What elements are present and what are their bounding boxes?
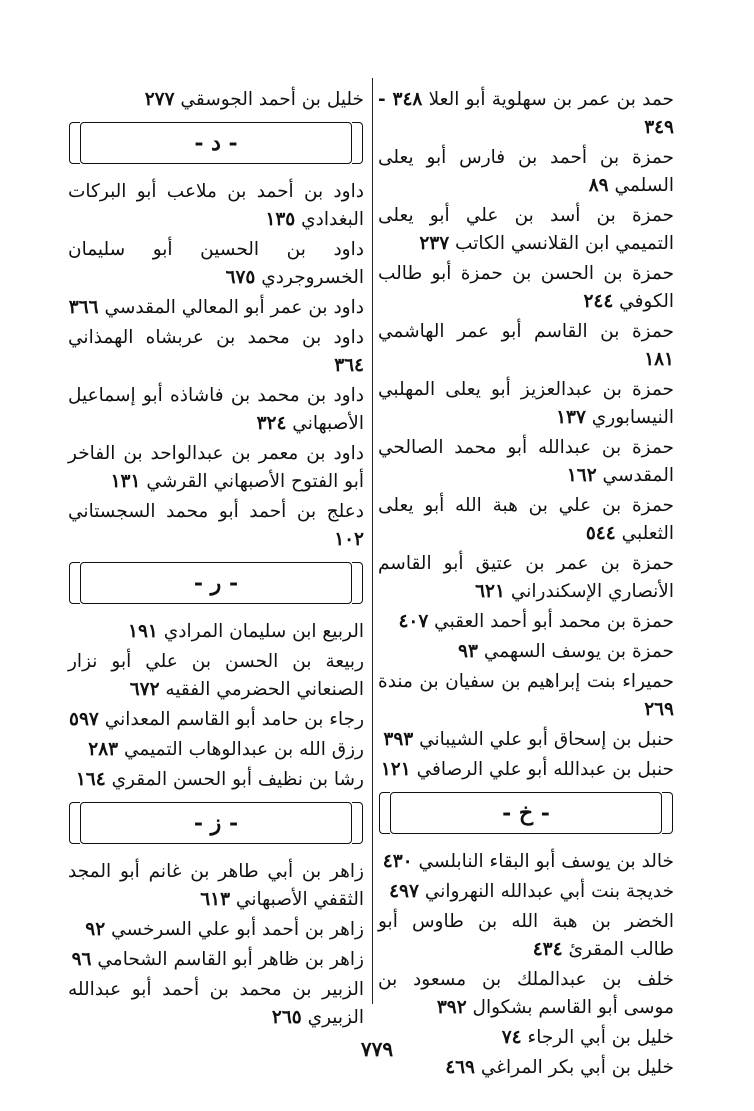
index-entry xyxy=(378,756,674,784)
entry-page-number: ٤٦٩ xyxy=(445,1057,475,1078)
entry-page-number: ٣٩٢ xyxy=(436,997,467,1018)
entry-name: داود بن عمر أبو المعالي المقدسي xyxy=(104,297,364,318)
entry-name: الخضر بن هبة الله بن طاوس أبو طالب المقرئ xyxy=(378,911,674,960)
entry-name: خديجة بنت أبي عبدالله النهرواني xyxy=(424,881,674,902)
entry-name: داود بن معمر بن عبدالواحد بن الفاخر أبو الفتوح الأصبهاني القرشي xyxy=(68,443,364,492)
entry-name: رجاء بن حامد أبو القاسم المعداني xyxy=(104,709,364,730)
entry-name: خالد بن يوسف أبو البقاء النابلسي xyxy=(418,851,674,872)
entry-page-number: ٢٨٣ xyxy=(88,739,119,760)
entry-page-number: ٢٦٩ xyxy=(644,699,674,720)
entry-page-number: ١٢١ xyxy=(380,759,411,780)
index-entry xyxy=(378,202,674,258)
entry-page-number: ٥٩٧ xyxy=(69,709,99,730)
index-entry xyxy=(68,294,364,322)
index-entry xyxy=(378,608,674,636)
entry-name: حمزة بن عمر بن عتيق أبو القاسم الأنصاري الإسكندراني xyxy=(378,553,674,602)
entry-page-number: ١٦٢ xyxy=(566,465,597,486)
entry-name: زاهر بن أبي طاهر بن غانم أبو المجد الثقفي الأصبهاني xyxy=(68,861,364,910)
entry-page-number: ٩٢ xyxy=(85,919,106,940)
entry-page-number: ٦٧٥ xyxy=(225,267,256,288)
entry-page-number: ٢٧٧ xyxy=(144,89,175,110)
entry-page-number: ٣٩٣ xyxy=(383,729,414,750)
entry-name: خليل بن أحمد الجوسقي xyxy=(180,89,364,110)
entry-page-number: ١٨١ xyxy=(644,349,674,370)
entry-name: داود بن الحسين أبو سليمان الخسروجردي xyxy=(68,239,364,288)
entry-name: خلف بن عبدالملك بن مسعود بن موسى أبو القاسم بشكوال xyxy=(378,969,674,1018)
entry-page-number: ١٣٧ xyxy=(556,407,586,428)
entry-name: حمزة بن علي بن هبة الله أبو يعلى الثعلبي xyxy=(378,495,674,544)
index-entry xyxy=(68,858,364,914)
index-entry xyxy=(68,976,364,1032)
entry-page-number: ٥٤٤ xyxy=(585,523,616,544)
index-entry xyxy=(378,376,674,432)
entry-page-number: ٦١٣ xyxy=(200,889,231,910)
entry-page-number: ٣٤٨ - ٣٤٩ xyxy=(378,89,674,138)
index-entry xyxy=(68,618,364,646)
entry-page-number: ٩٦ xyxy=(71,949,92,970)
entry-page-number: ٤٩٧ xyxy=(389,881,419,902)
index-entry xyxy=(378,318,674,374)
entry-page-number: ١٩١ xyxy=(128,621,158,642)
index-entry xyxy=(378,492,674,548)
entry-page-number: ١٣١ xyxy=(110,471,141,492)
index-entry xyxy=(378,144,674,200)
index-entry xyxy=(68,236,364,292)
entry-name: حمزة بن الحسن بن حمزة أبو طالب الكوفي xyxy=(378,263,674,312)
entry-name: ربيعة بن الحسن بن علي أبو نزار الصنعاني الحضرمي الفقيه xyxy=(68,651,364,700)
entry-page-number: ١٣٥ xyxy=(265,209,296,230)
entry-name: حمزة بن محمد أبو أحمد العقبي xyxy=(434,611,674,632)
entry-name: زاهر بن ظاهر أبو القاسم الشحامي xyxy=(97,949,364,970)
entry-page-number: ١٠٢ xyxy=(334,529,364,550)
index-entry xyxy=(68,706,364,734)
index-column-right xyxy=(378,86,674,1084)
letter-section-header: - خ - xyxy=(390,792,662,834)
entry-name: حنبل بن عبدالله أبو علي الرصافي xyxy=(416,759,674,780)
letter-section-header: - ر - xyxy=(80,562,352,604)
index-entry xyxy=(68,916,364,944)
entry-page-number: ٢٦٥ xyxy=(271,1007,302,1028)
entry-name: خليل بن أبي الرجاء xyxy=(527,1027,674,1048)
entry-page-number: ٤٣٤ xyxy=(532,939,563,960)
entry-page-number: ٣٦٦ xyxy=(68,297,99,318)
index-entry xyxy=(68,178,364,234)
entry-name: حنبل بن إسحاق أبو علي الشيباني xyxy=(419,729,674,750)
index-column-left xyxy=(68,86,364,1034)
index-entry xyxy=(68,946,364,974)
entry-page-number: ٣٢٤ xyxy=(256,413,287,434)
entry-name: زاهر بن أحمد أبو علي السرخسي xyxy=(111,919,364,940)
index-entry xyxy=(68,648,364,704)
entry-name: دعلج بن أحمد أبو محمد السجستاني xyxy=(68,501,364,522)
page-number: ٧٧٩ xyxy=(360,1037,394,1061)
index-entry xyxy=(68,736,364,764)
index-entry xyxy=(378,726,674,754)
entry-name: رشا بن نظيف أبو الحسن المقري xyxy=(111,769,364,790)
entry-name: الربيع ابن سليمان المرادي xyxy=(163,621,364,642)
entry-name: خليل بن أبي بكر المراغي xyxy=(480,1057,674,1078)
entry-page-number: ٢٤٤ xyxy=(583,291,614,312)
entry-name: حمزة بن أحمد بن فارس أبو يعلى السلمي xyxy=(378,147,674,196)
entry-name: حميراء بنت إبراهيم بن سفيان بن مندة xyxy=(378,671,674,692)
entry-name: داود بن أحمد بن ملاعب أبو البركات البغدادي xyxy=(68,181,364,230)
entry-page-number: ٣٦٤ xyxy=(334,355,364,376)
entry-name: حمزة بن عبدالله أبو محمد الصالحي المقدسي xyxy=(378,437,674,486)
entry-name: حمزة بن أسد بن علي أبو يعلى التميمي ابن القلانسي الكاتب xyxy=(378,205,674,254)
index-entry xyxy=(68,382,364,438)
index-entry xyxy=(68,766,364,794)
index-entry xyxy=(68,440,364,496)
index-entry xyxy=(378,878,674,906)
letter-section-header: - د - xyxy=(80,122,352,164)
index-entry xyxy=(68,86,364,114)
entry-name: حمزة بن عبدالعزيز أبو يعلى المهلبي النيسابوري xyxy=(378,379,674,428)
entry-page-number: ٢٣٧ xyxy=(419,233,450,254)
entry-name: حمزة بن يوسف السهمي xyxy=(483,641,674,662)
index-entry xyxy=(68,324,364,380)
index-entry xyxy=(378,638,674,666)
entry-name: داود بن محمد بن فاشاذه أبو إسماعيل الأصبهاني xyxy=(68,385,364,434)
entry-page-number: ١٦٤ xyxy=(75,769,106,790)
index-entry xyxy=(378,434,674,490)
column-divider xyxy=(372,78,373,1004)
entry-page-number: ٦٧٢ xyxy=(129,679,160,700)
entry-name: الزبير بن محمد بن أحمد أبو عبدالله الزبيري xyxy=(68,979,364,1028)
index-entry xyxy=(378,966,674,1022)
entry-page-number: ٧٤ xyxy=(501,1027,522,1048)
entry-page-number: ٩٣ xyxy=(458,641,478,662)
index-entry xyxy=(378,908,674,964)
index-entry xyxy=(378,86,674,142)
entry-page-number: ٨٩ xyxy=(588,175,609,196)
letter-section-header: - ز - xyxy=(80,802,352,844)
entry-page-number: ٤٣٠ xyxy=(382,851,413,872)
index-entry xyxy=(378,848,674,876)
entry-name: حمزة بن القاسم أبو عمر الهاشمي xyxy=(378,321,674,342)
entry-name: رزق الله بن عبدالوهاب التميمي xyxy=(123,739,364,760)
entry-page-number: ٤٠٧ xyxy=(398,611,429,632)
entry-name: داود بن محمد بن عربشاه الهمذاني xyxy=(68,327,364,348)
entry-page-number: ٦٢١ xyxy=(475,581,505,602)
index-entry xyxy=(68,498,364,554)
index-entry xyxy=(378,550,674,606)
entry-name: حمد بن عمر بن سهلوية أبو العلا xyxy=(428,89,674,110)
index-entry xyxy=(378,260,674,316)
index-entry xyxy=(378,668,674,724)
